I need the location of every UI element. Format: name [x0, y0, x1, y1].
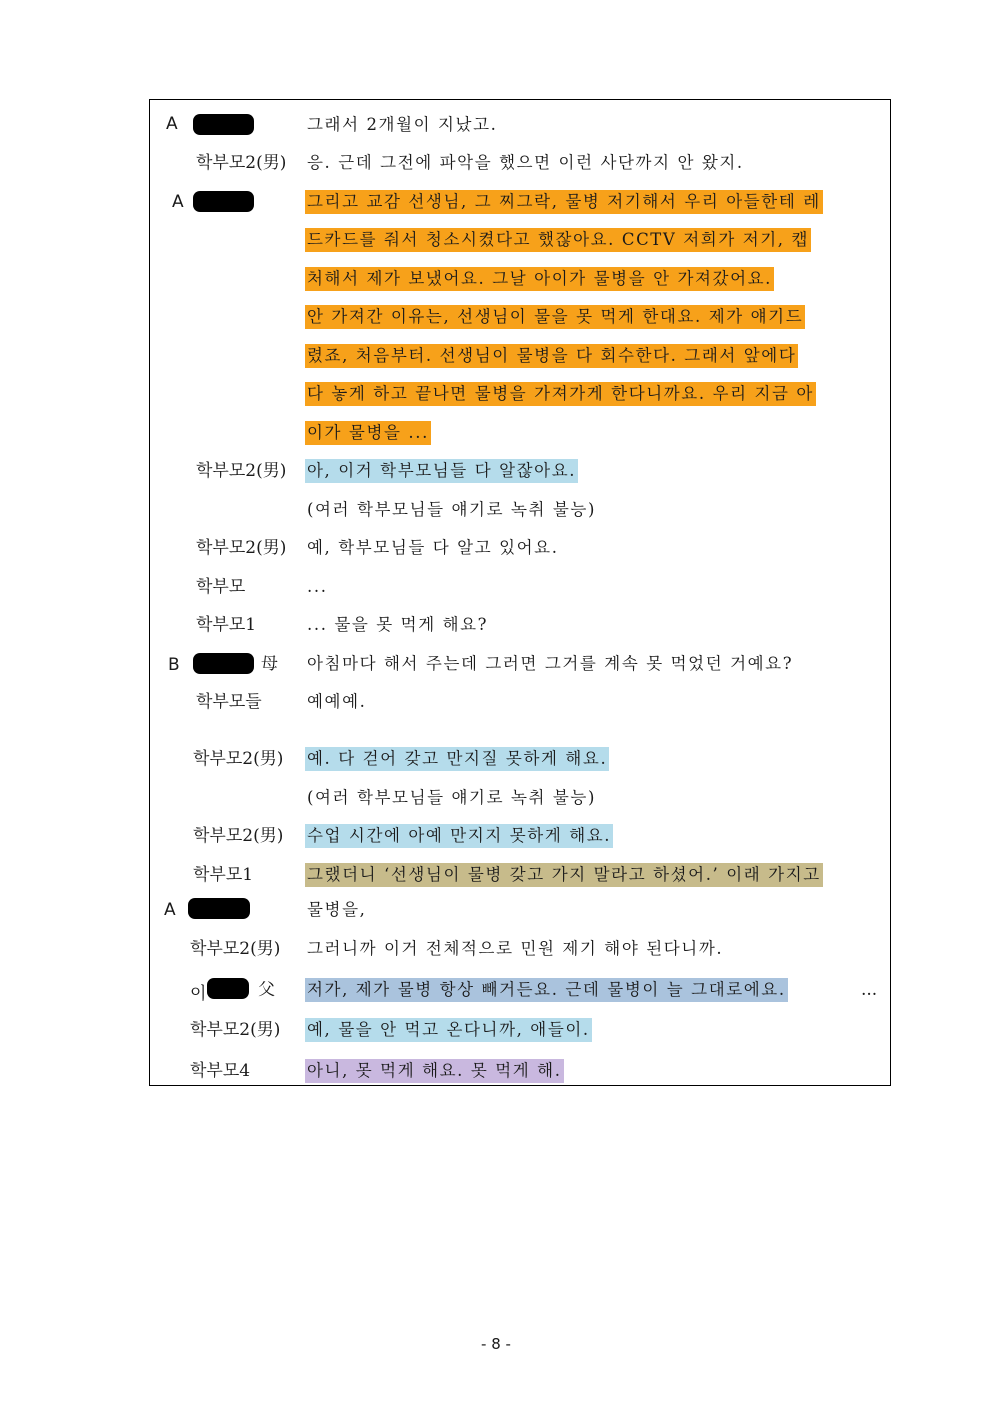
- line-text: (여러 학부모님들 얘기로 녹취 불능): [307, 500, 596, 519]
- transcript-line: [150, 649, 890, 679]
- transcript-line: [150, 821, 890, 851]
- transcript-line: [150, 572, 890, 602]
- line-text: 아, 이거 학부모님들 다 알잖아요.: [305, 459, 578, 483]
- transcript-line: [150, 895, 890, 925]
- line-text: 그리고 교감 선생님, 그 찌그락, 물병 저기해서 우리 아들한테 레: [305, 190, 823, 214]
- redacted-name: [188, 898, 250, 919]
- line-text: 저가, 제가 물병 항상 빼거든요. 근데 물병이 늘 그대로에요.: [305, 978, 788, 1002]
- transcript-line: [150, 379, 890, 409]
- line-text: ... 물을 못 먹게 해요?: [307, 615, 489, 634]
- line-text: 다 놓게 하고 끝나면 물병을 가져가게 한다니까요. 우리 지금 아: [305, 382, 816, 406]
- redacted-name: [193, 653, 254, 674]
- trailing-ellipsis: ...: [861, 980, 878, 1000]
- speaker-letter: A: [164, 900, 176, 920]
- line-text: (여러 학부모님들 얘기로 녹취 불능): [307, 788, 596, 807]
- transcript-line: [150, 1015, 890, 1045]
- transcript-line: [150, 860, 890, 890]
- line-text: 예, 학부모님들 다 알고 있어요.: [307, 538, 559, 557]
- speaker-label: 학부모2(男): [196, 538, 287, 558]
- speaker-label: 학부모2(男): [193, 826, 284, 846]
- transcript-line: [150, 783, 890, 813]
- line-text: 수업 시간에 아예 만지지 못하게 해요.: [305, 824, 613, 848]
- transcript-line: [150, 341, 890, 371]
- line-text: 응. 근데 그전에 파악을 했으면 이런 사단까지 안 왔지.: [307, 153, 744, 172]
- line-text: 아침마다 해서 주는데 그러면 그거를 계속 못 먹었던 거예요?: [307, 654, 794, 673]
- redacted-name: [193, 191, 254, 212]
- transcript-line: [150, 110, 890, 140]
- line-text: 안 가져간 이유는, 선생님이 물을 못 먹게 한대요. 제가 얘기드: [305, 305, 805, 329]
- speaker-label: 학부모2(男): [196, 153, 287, 173]
- speaker-label: 학부모2(男): [190, 939, 281, 959]
- line-text: 렸죠, 처음부터. 선생님이 물병을 다 회수한다. 그래서 앞에다: [305, 344, 798, 368]
- transcript-line: [150, 264, 890, 294]
- line-text: 드카드를 줘서 청소시켰다고 했잖아요. CCTV 저희가 저기, 캡: [305, 228, 811, 252]
- speaker-label: 학부모2(男): [190, 1020, 281, 1040]
- speaker-letter: A: [166, 114, 178, 134]
- speaker-label: 학부모4: [190, 1061, 251, 1081]
- line-text: 처해서 제가 보냈어요. 그날 아이가 물병을 안 가져갔어요.: [305, 267, 774, 291]
- transcript-line: [150, 302, 890, 332]
- line-text: 예, 물을 안 먹고 온다니까, 애들이.: [305, 1018, 592, 1042]
- redacted-name: [207, 978, 249, 999]
- speaker-letter: 이: [190, 984, 207, 1004]
- speaker-label: 학부모: [196, 577, 246, 597]
- line-text: 물병을,: [307, 900, 367, 919]
- transcript-line: [150, 456, 890, 486]
- line-text: 아니, 못 먹게 해요. 못 먹게 해.: [305, 1059, 564, 1083]
- speaker-label: 학부모1: [193, 865, 254, 885]
- line-text: 그래서 2개월이 지났고.: [307, 115, 498, 134]
- speaker-label: 학부모2(男): [196, 461, 287, 481]
- speaker-label: 학부모들: [196, 692, 262, 712]
- transcript-line: [150, 687, 890, 717]
- transcript-line: [150, 1056, 890, 1086]
- transcript-line: [150, 975, 890, 1005]
- speaker-label: 학부모1: [196, 615, 257, 635]
- transcript-line: [150, 187, 890, 217]
- transcript-line: [150, 610, 890, 640]
- transcript-line: [150, 744, 890, 774]
- transcript-line: [150, 148, 890, 178]
- line-text: 그랬더니 ‘선생님이 물병 갖고 가지 말라고 하셨어.’ 이래 가지고: [305, 863, 823, 887]
- speaker-label: 학부모2(男): [193, 749, 284, 769]
- page-number: - 8 -: [481, 1335, 511, 1353]
- speaker-letter: B: [168, 655, 180, 675]
- line-text: 이가 물병을 ...: [305, 421, 431, 445]
- line-text: 예예예.: [307, 692, 367, 711]
- line-text: 그러니까 이거 전체적으로 민원 제기 해야 된다니까.: [307, 939, 724, 958]
- line-text: ...: [307, 577, 328, 596]
- speaker-label: 母: [261, 654, 278, 674]
- redacted-name: [193, 114, 254, 135]
- transcript-line: [150, 418, 890, 448]
- transcript-line: [150, 495, 890, 525]
- line-text: 예. 다 걷어 갖고 만지질 못하게 해요.: [305, 747, 609, 771]
- transcript-frame: [149, 99, 891, 1086]
- transcript-line: [150, 225, 890, 255]
- transcript-line: [150, 533, 890, 563]
- speaker-letter: A: [172, 192, 184, 212]
- transcript-line: [150, 934, 890, 964]
- speaker-label: 父: [258, 980, 275, 1000]
